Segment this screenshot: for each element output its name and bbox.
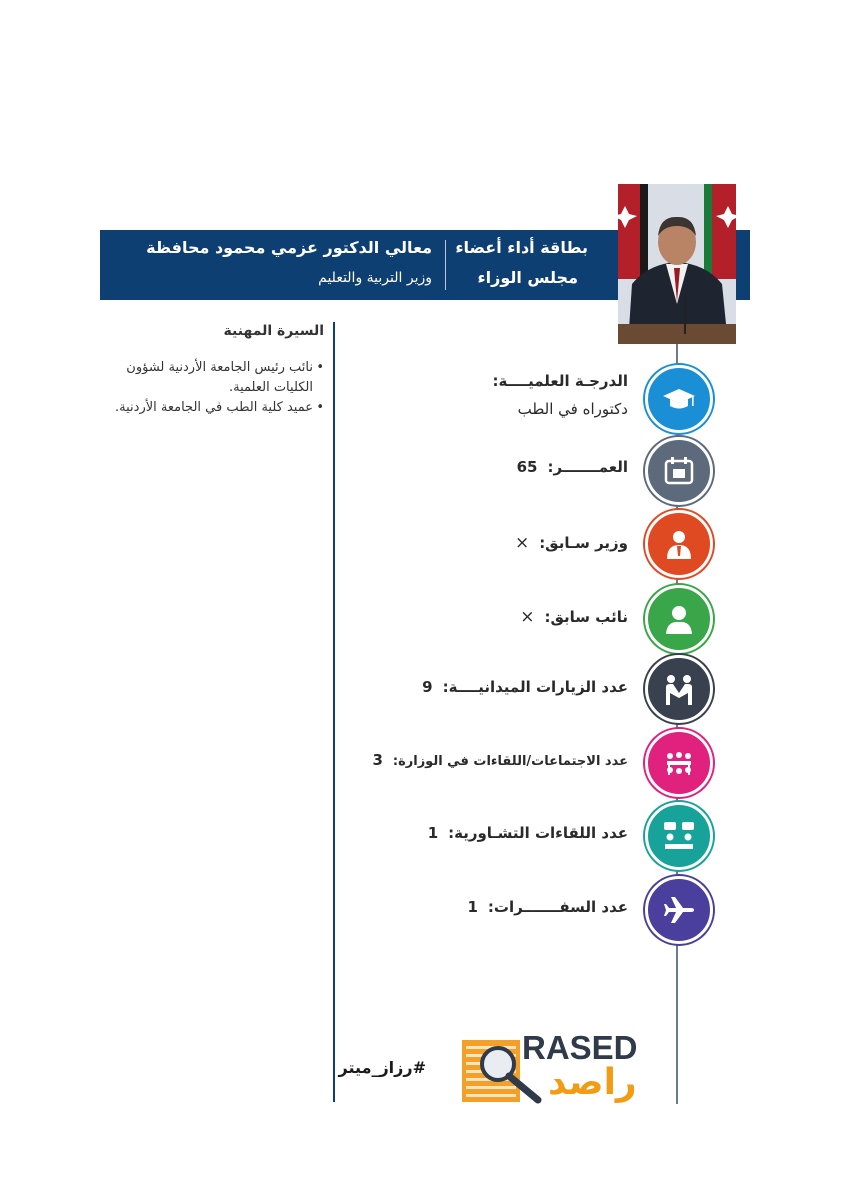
logo-text-en: RASED xyxy=(522,1029,638,1066)
stat-consultations-label: عدد اللقاءات التشـاورية: xyxy=(448,824,628,842)
stat-age-label: العمـــــــر: xyxy=(547,458,628,476)
stat-ministry-meetings-value: 3 xyxy=(372,751,383,769)
consultation-icon xyxy=(645,802,713,870)
career-list xyxy=(92,358,324,418)
stat-degree-value: دكتوراه في الطب xyxy=(517,400,628,418)
minister-title: وزير التربية والتعليم xyxy=(318,270,432,286)
stat-trips-label: عدد السفـــــــرات: xyxy=(487,898,628,916)
stat-consultations xyxy=(428,824,628,842)
calendar-icon xyxy=(645,437,713,505)
minister-icon xyxy=(645,510,713,578)
airplane-icon xyxy=(645,876,713,944)
career-heading: السيرة المهنية xyxy=(223,323,324,339)
stat-field-visits-label: عدد الزيارات الميدانيــــة: xyxy=(442,678,628,696)
career-item: • نائب رئيس الجامعة الأردنية لشؤون الكليات العلمية. xyxy=(92,358,324,398)
stat-ministry-meetings-label: عدد الاجتماعات/اللقاءات في الوزارة: xyxy=(392,754,628,769)
stat-field-visits-value: 9 xyxy=(422,678,433,696)
meeting-icon xyxy=(645,729,713,797)
stat-trips xyxy=(467,898,628,916)
career-item: • عميد كلية الطب في الجامعة الأردنية. xyxy=(92,398,324,418)
column-divider xyxy=(333,322,335,1102)
stat-former-minister-label: وزير سـابق: xyxy=(539,534,628,552)
stat-former-deputy-label: نائب سابق: xyxy=(544,608,628,626)
card-title: بطاقة أداء أعضاء xyxy=(455,238,588,257)
stat-trips-value: 1 xyxy=(467,898,478,916)
handshake-icon xyxy=(645,655,713,723)
stat-former-minister-value: × xyxy=(514,533,530,553)
deputy-icon xyxy=(645,585,713,653)
stat-age-value: 65 xyxy=(516,458,538,476)
stat-degree-label: الدرجـة العلميــــة: xyxy=(492,372,628,390)
minister-name: معالي الدكتور عزمي محمود محافظة xyxy=(146,238,432,257)
stat-field-visits xyxy=(422,678,628,696)
banner-divider xyxy=(445,240,446,290)
hashtag: #رزاز_ميتر xyxy=(338,1058,426,1077)
stat-former-minister xyxy=(515,533,628,553)
stat-ministry-meetings xyxy=(372,751,628,769)
council-name: مجلس الوزاء xyxy=(477,268,578,287)
graduation-cap-icon xyxy=(645,365,713,433)
stat-former-deputy-value: × xyxy=(520,607,535,627)
stat-former-deputy xyxy=(520,607,628,627)
minister-photo xyxy=(618,184,736,344)
stat-consultations-value: 1 xyxy=(427,824,439,842)
stat-age xyxy=(517,458,628,476)
logo-text-ar: راصد xyxy=(548,1062,637,1103)
